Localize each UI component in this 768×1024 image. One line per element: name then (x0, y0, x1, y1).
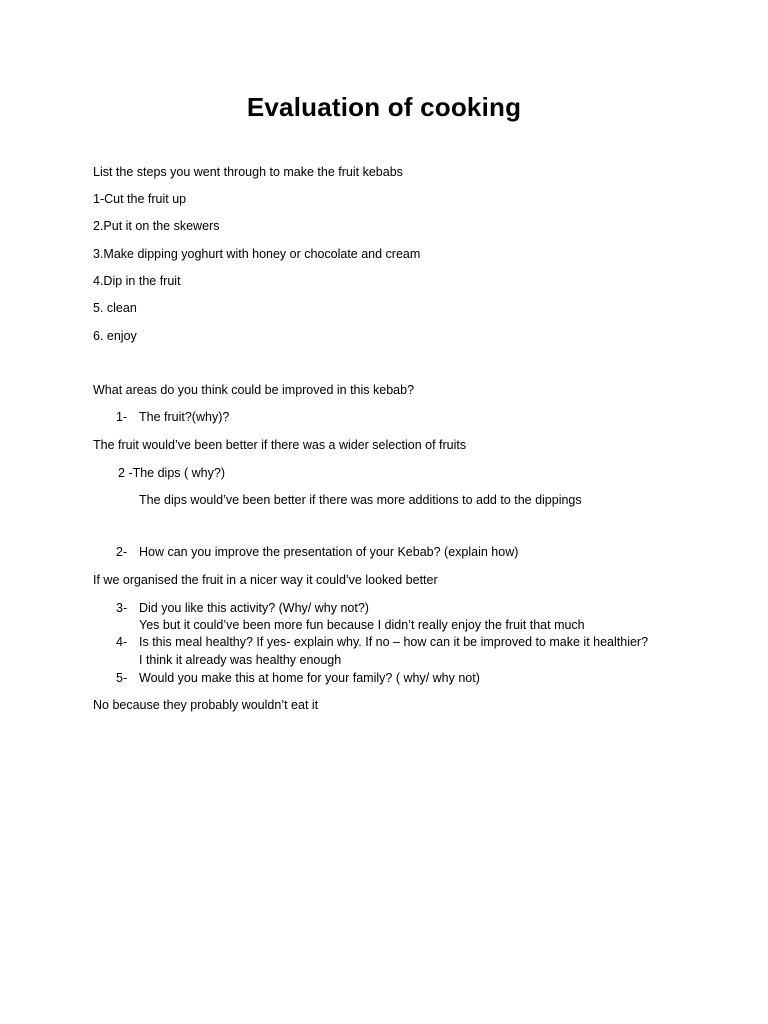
question-text: The fruit?(why)? (139, 410, 230, 424)
question-number: 1- (116, 410, 128, 424)
question-text: Is this meal healthy? If yes- explain why. If no – how can it be improved to make it healthier? (139, 635, 649, 649)
answer-text: No because they probably wouldn’t eat it (93, 698, 319, 712)
answer-text: The dips would’ve been better if there was more additions to add to the dippings (139, 493, 582, 507)
answer-text: If we organised the fruit in a nicer way it could’ve looked better (93, 573, 438, 587)
question-text: 2 -The dips ( why?) (118, 466, 225, 480)
step-item: 6. enjoy (93, 329, 137, 343)
steps-prompt: List the steps you went through to make the fruit kebabs (93, 165, 403, 179)
step-item: 1-Cut the fruit up (93, 192, 187, 206)
answer-text: The fruit would’ve been better if there was a wider selection of fruits (93, 438, 467, 452)
step-item: 2.Put it on the skewers (93, 219, 220, 233)
question-number: 4- (116, 635, 128, 649)
question-number: 2- (116, 545, 128, 559)
step-item: 3.Make dipping yoghurt with honey or chocolate and cream (93, 247, 421, 261)
step-item: 5. clean (93, 301, 137, 315)
question-text: How can you improve the presentation of your Kebab? (explain how) (139, 545, 519, 559)
improve-prompt: What areas do you think could be improved in this kebab? (93, 383, 415, 397)
answer-text: I think it already was healthy enough (139, 653, 342, 667)
question-text: Did you like this activity? (Why/ why not?) (139, 601, 369, 615)
answer-text: Yes but it could’ve been more fun because I didn’t really enjoy the fruit that much (139, 618, 585, 632)
page-title: Evaluation of cooking (246, 92, 522, 122)
question-number: 5- (116, 671, 128, 685)
step-item: 4.Dip in the fruit (93, 274, 181, 288)
question-number: 3- (116, 601, 128, 615)
question-text: Would you make this at home for your family? ( why/ why not) (139, 671, 480, 685)
